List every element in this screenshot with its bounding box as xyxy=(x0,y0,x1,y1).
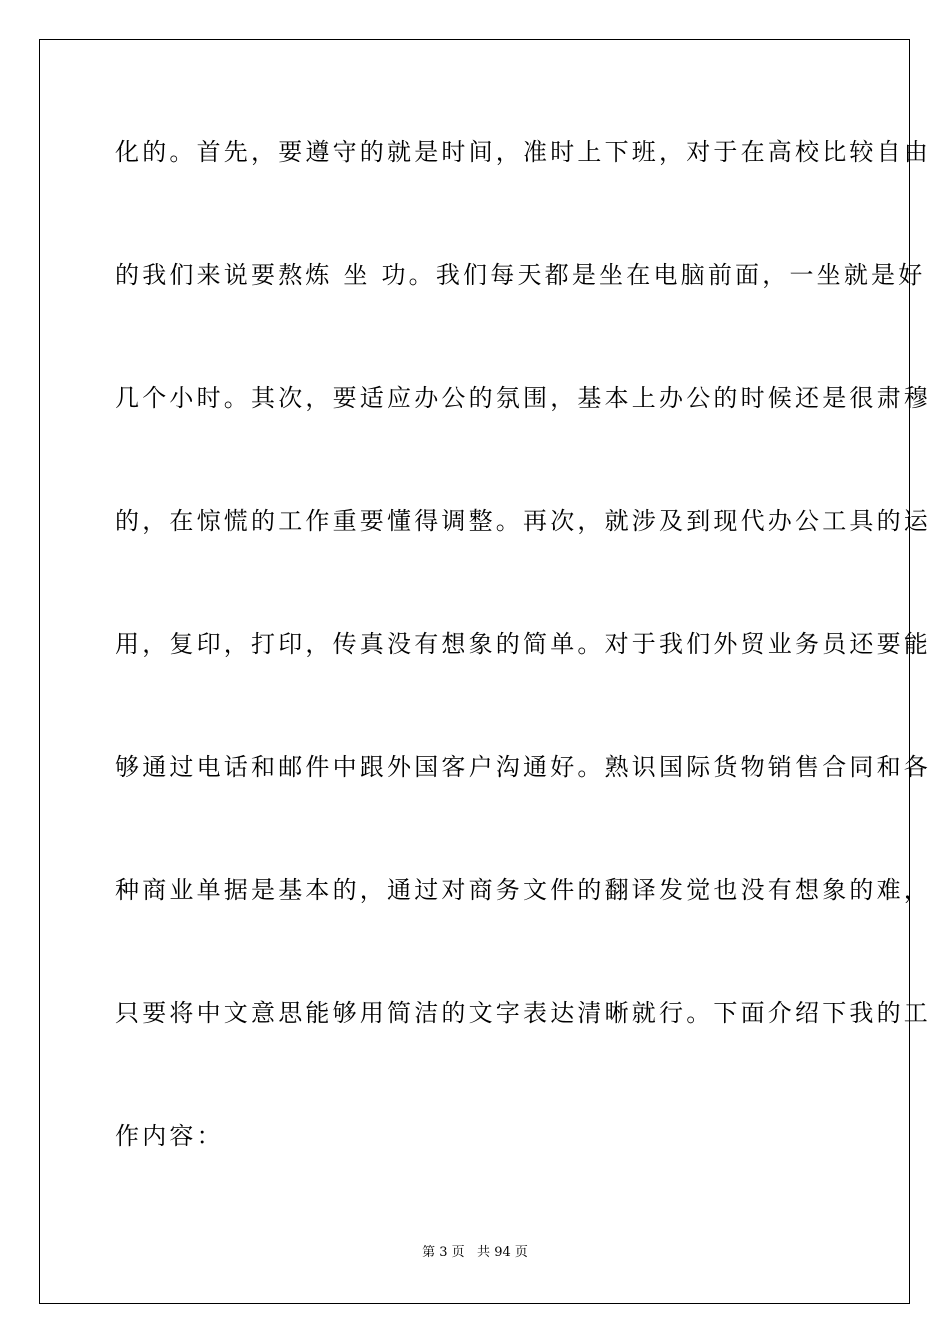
paragraph-line: 几个小时。其次，要适应办公的氛围，基本上办公的时候还是很肃穆 xyxy=(115,384,931,412)
paragraph-line: 够通过电话和邮件中跟外国客户沟通好。熟识国际货物销售合同和各 xyxy=(115,753,931,781)
paragraph-line: 化的。首先，要遵守的就是时间，准时上下班，对于在高校比较自由 xyxy=(115,138,931,166)
paragraph-line: 只要将中文意思能够用简洁的文字表达清晰就行。下面介绍下我的工 xyxy=(115,999,931,1027)
page-number-footer: 第 3 页 共 94 页 xyxy=(422,1245,528,1260)
paragraph-line: 的，在惊慌的工作重要懂得调整。再次，就涉及到现代办公工具的运 xyxy=(115,507,931,535)
paragraph-line: 的我们来说要熬炼 坐 功。我们每天都是坐在电脑前面，一坐就是好 xyxy=(115,261,926,289)
paragraph-line: 用，复印，打印，传真没有想象的简单。对于我们外贸业务员还要能 xyxy=(115,630,931,658)
paragraph-line: 种商业单据是基本的，通过对商务文件的翻译发觉也没有想象的难， xyxy=(115,876,931,904)
paragraph-line: 作内容： xyxy=(115,1122,224,1150)
page-border xyxy=(39,39,931,1304)
